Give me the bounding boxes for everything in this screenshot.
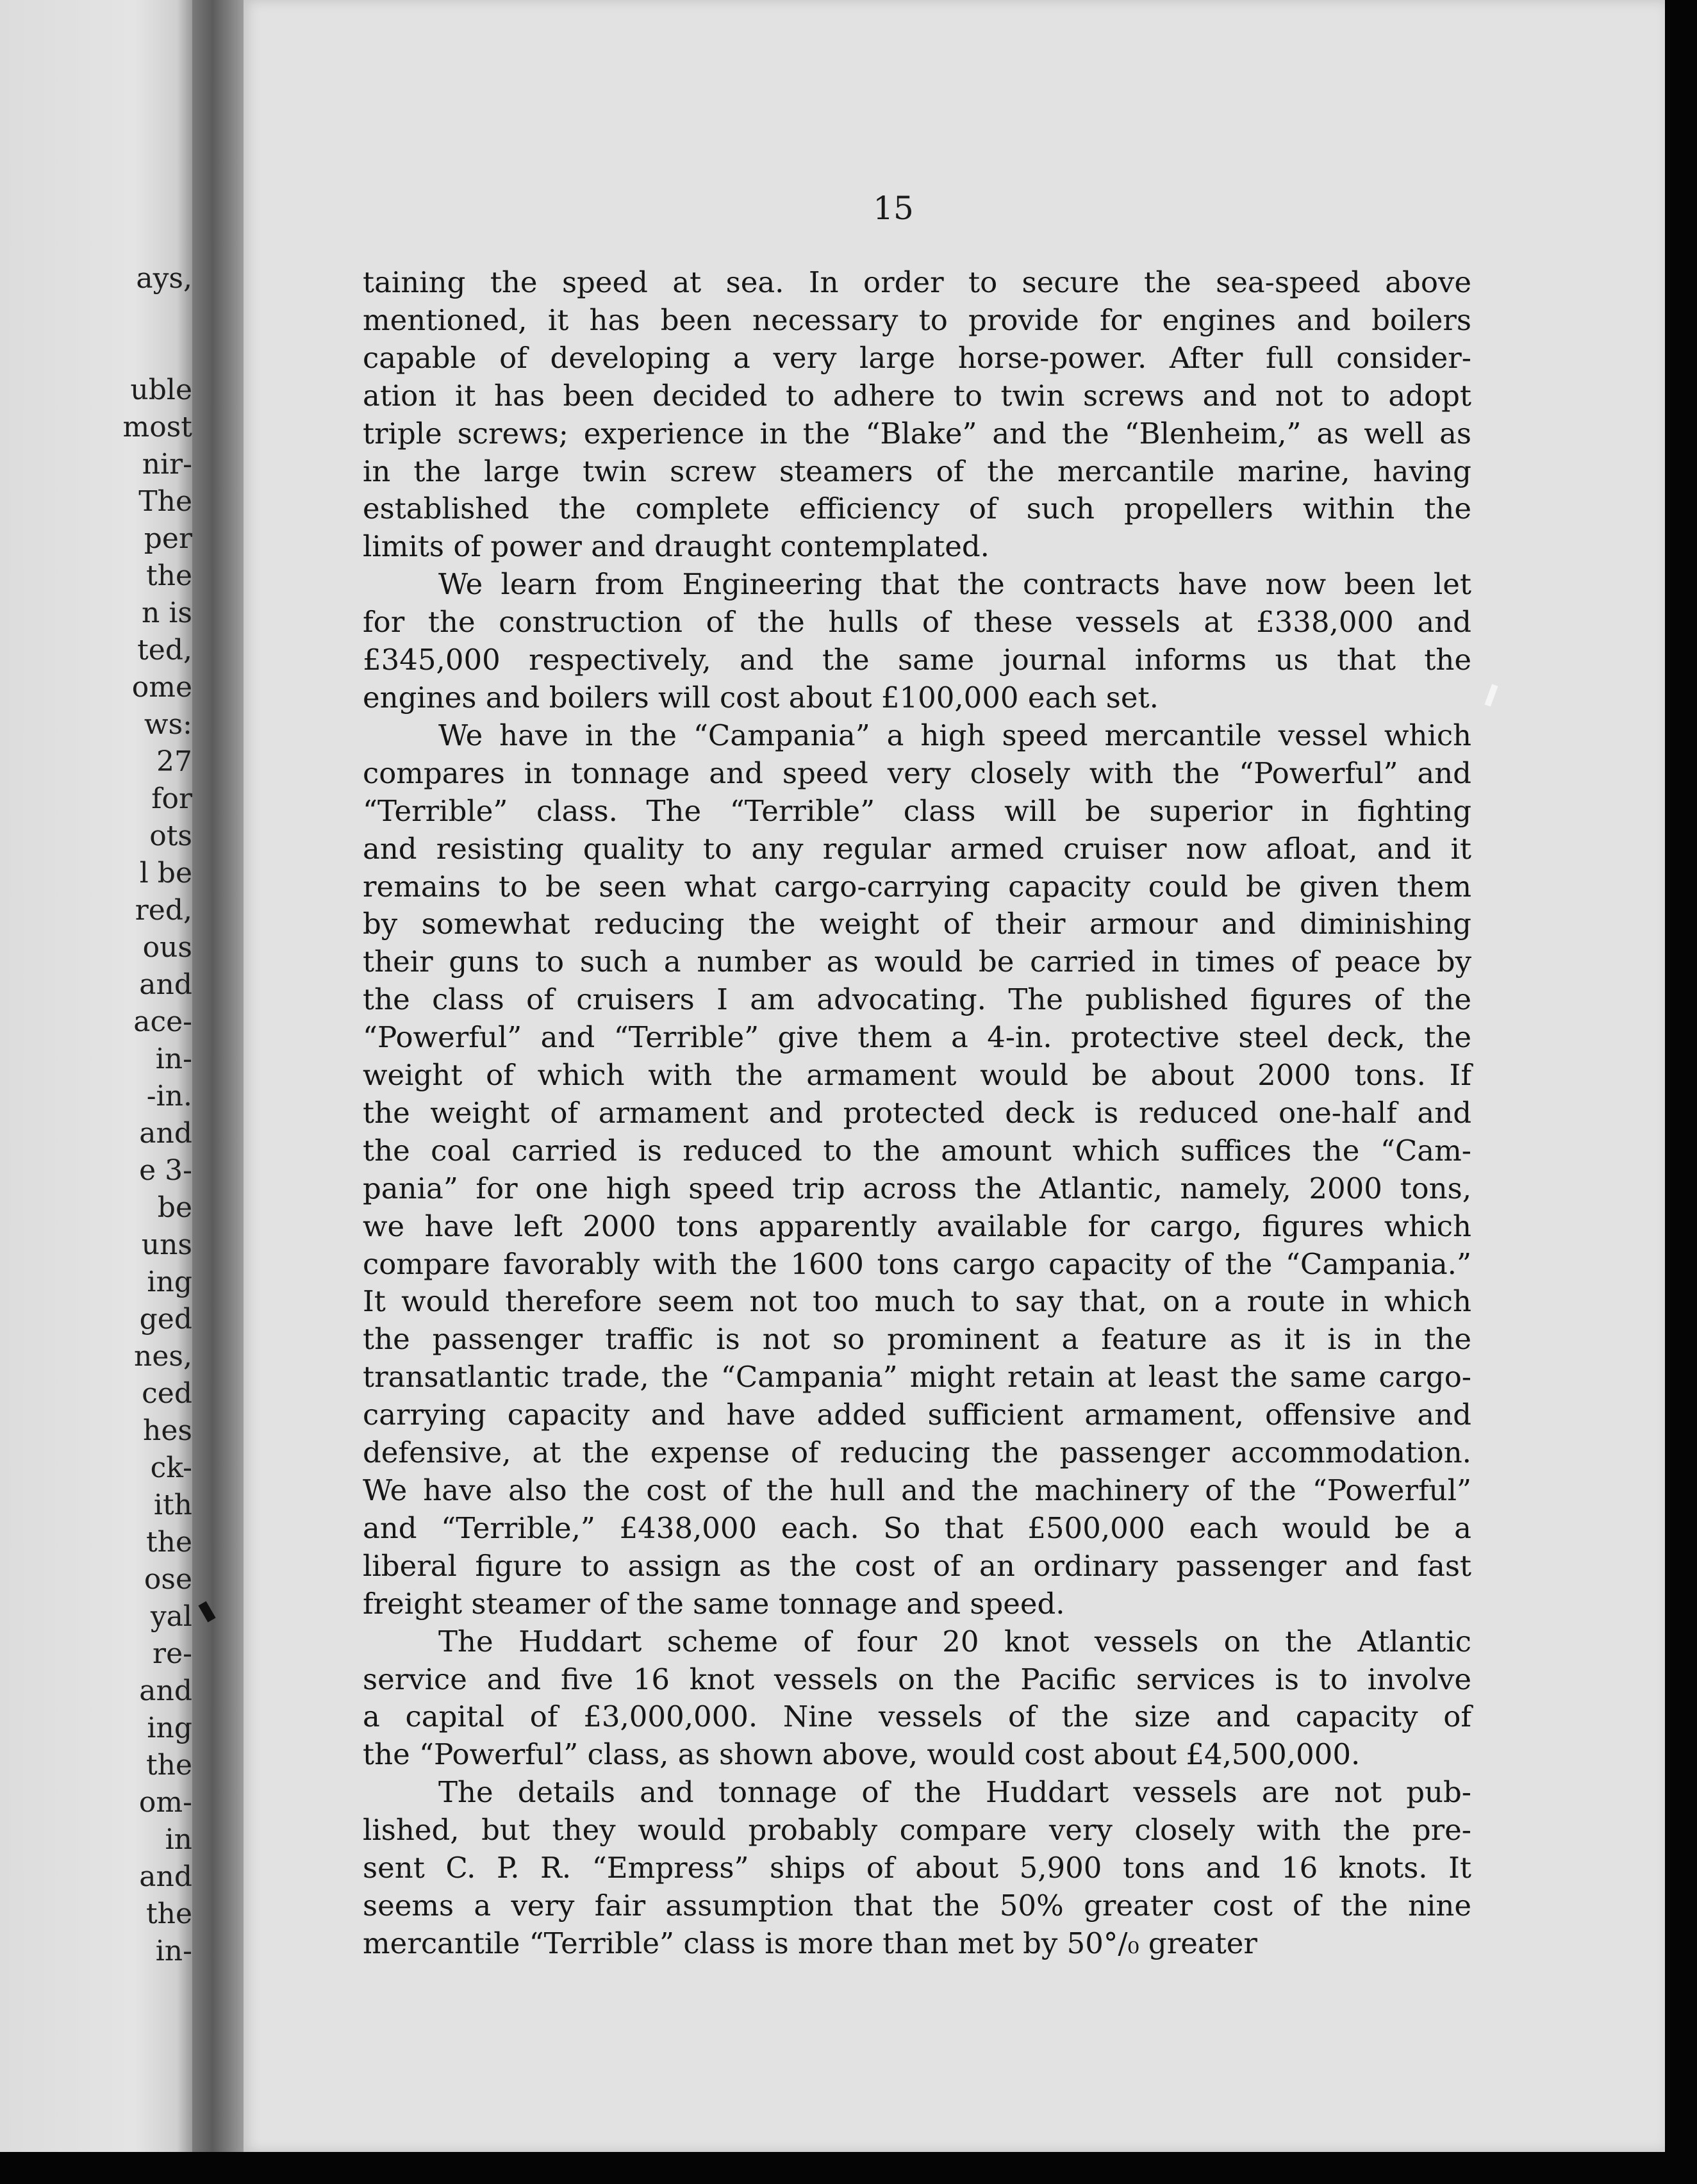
facing-page-fragment: in- bbox=[155, 1935, 192, 1967]
facing-page-fragment: ome bbox=[131, 671, 192, 704]
facing-page-fragment: ged bbox=[139, 1303, 192, 1336]
text-line: We learn from Engineering that the contracts have now been let bbox=[438, 567, 1471, 602]
body-text bbox=[363, 264, 1471, 1963]
facing-page bbox=[0, 0, 192, 2152]
text-line: transatlantic trade, the “Campania” might retain at least the same cargo- bbox=[363, 1360, 1471, 1394]
text-line: in the large twin screw steamers of the mercantile marine, having bbox=[363, 454, 1471, 488]
text-line: engines and boilers will cost about £100,000 each set. bbox=[363, 680, 1159, 715]
facing-page-fragment: ith bbox=[153, 1489, 192, 1521]
text-line: lished, but they would probably compare very closely with the pre- bbox=[363, 1813, 1471, 1848]
facing-page-fragment: ous bbox=[142, 931, 192, 964]
facing-page-fragment: yal bbox=[150, 1600, 192, 1633]
facing-page-fragment: per bbox=[144, 522, 192, 555]
text-line: remains to be seen what cargo-carrying capacity could be given them bbox=[363, 869, 1471, 904]
facing-page-fragment: -in. bbox=[146, 1080, 192, 1113]
text-line: We have also the cost of the hull and the machinery of the “Powerful” bbox=[363, 1473, 1471, 1507]
facing-page-fragment: nes, bbox=[134, 1340, 192, 1373]
text-line: pania” for one high speed trip across the Atlantic, namely, 2000 tons, bbox=[363, 1171, 1471, 1205]
text-line: “Powerful” and “Terrible” give them a 4-in. protective steel deck, the bbox=[363, 1020, 1471, 1055]
facing-page-fragment: most bbox=[122, 411, 192, 443]
facing-page-fragment: om- bbox=[138, 1786, 192, 1819]
facing-page-fragment: the bbox=[145, 1526, 192, 1559]
text-line: the “Powerful” class, as shown above, would cost about £4,500,000. bbox=[363, 1737, 1361, 1772]
facing-page-fragment: ots bbox=[149, 820, 192, 852]
text-line: the passenger traffic is not so prominent a feature as it is in the bbox=[363, 1322, 1471, 1357]
paragraph bbox=[363, 1623, 1471, 1774]
text-line: mercantile “Terrible” class is more than met by 50°/₀ greater bbox=[363, 1926, 1257, 1960]
text-line: The details and tonnage of the Huddart vessels are not pub- bbox=[438, 1775, 1471, 1810]
facing-page-fragment: and bbox=[139, 1860, 192, 1893]
facing-page-fragment: The bbox=[138, 485, 192, 518]
facing-page-fragment: and bbox=[139, 968, 192, 1001]
facing-page-fragment: uns bbox=[141, 1228, 192, 1261]
facing-page-fragment: and bbox=[139, 1675, 192, 1707]
facing-page-fragment: the bbox=[145, 1898, 192, 1930]
text-line: established the complete efficiency of such propellers within the bbox=[363, 492, 1471, 526]
paragraph bbox=[363, 1774, 1471, 1963]
text-line: their guns to such a number as would be carried in times of peace by bbox=[363, 945, 1471, 979]
text-line: by somewhat reducing the weight of their armour and diminishing bbox=[363, 907, 1471, 941]
paragraph bbox=[363, 566, 1471, 717]
facing-page-fragment: n is bbox=[142, 597, 192, 629]
text-line: carrying capacity and have added sufficient armament, offensive and bbox=[363, 1398, 1471, 1432]
book-gutter bbox=[192, 0, 244, 2152]
text-line: weight of which with the armament would be about 2000 tons. If bbox=[363, 1058, 1471, 1093]
text-line: the weight of armament and protected deck is reduced one-half and bbox=[363, 1095, 1471, 1130]
facing-page-fragment: the bbox=[145, 1749, 192, 1782]
facing-page-fragment: ace- bbox=[133, 1005, 192, 1038]
facing-page-fragment bbox=[0, 335, 192, 372]
text-line: triple screws; experience in the “Blake” and the “Blenheim,” as well as bbox=[363, 416, 1471, 451]
text-line: sent C. P. R. “Empress” ships of about 5,900 tons and 16 knots. It bbox=[363, 1851, 1471, 1885]
text-line: mentioned, it has been necessary to provide for engines and boilers bbox=[363, 302, 1471, 337]
text-line: the coal carried is reduced to the amount which suffices the “Cam- bbox=[363, 1133, 1471, 1168]
facing-page-fragment: nir- bbox=[142, 448, 192, 481]
text-line: ation it has been decided to adhere to twin screws and not to adopt bbox=[363, 378, 1471, 413]
facing-page-fragment: ted, bbox=[137, 634, 192, 666]
text-line: liberal figure to assign as the cost of an ordinary passenger and fast bbox=[363, 1548, 1471, 1583]
facing-page-fragment: ays, bbox=[136, 262, 192, 295]
text-line: we have left 2000 tons apparently available for cargo, figures which bbox=[363, 1209, 1471, 1243]
text-line: and “Terrible,” £438,000 each. So that £500,000 each would be a bbox=[363, 1510, 1471, 1545]
facing-page-fragment: in- bbox=[155, 1043, 192, 1075]
facing-page-fragment: the bbox=[145, 559, 192, 592]
facing-page-fragment: ced bbox=[142, 1377, 192, 1410]
facing-page-fragment: ing bbox=[147, 1266, 192, 1298]
facing-page-fragment: hes bbox=[143, 1414, 192, 1447]
facing-page-fragment: ws: bbox=[144, 708, 192, 741]
facing-page-fragment: in bbox=[165, 1823, 192, 1856]
text-line: service and five 16 knot vessels on the Pacific services is to involve bbox=[363, 1662, 1471, 1696]
text-line: seems a very fair assumption that the 50% greater cost of the nine bbox=[363, 1888, 1471, 1923]
facing-page-fragment: ing bbox=[147, 1712, 192, 1744]
facing-page-fragment: re- bbox=[153, 1637, 192, 1670]
text-line: defensive, at the expense of reducing the passenger accommodation. bbox=[363, 1435, 1471, 1470]
facing-page-fragment: be bbox=[157, 1191, 192, 1224]
facing-page-fragment: ck- bbox=[150, 1452, 192, 1484]
text-line: freight steamer of the same tonnage and speed. bbox=[363, 1586, 1065, 1621]
text-line: It would therefore seem not too much to say that, on a route in which bbox=[363, 1284, 1471, 1319]
text-line: capable of developing a very large horse-power. After full consider- bbox=[363, 340, 1471, 375]
text-line: We have in the “Campania” a high speed mercantile vessel which bbox=[438, 718, 1471, 752]
text-line: The Huddart scheme of four 20 knot vessels on the Atlantic bbox=[438, 1624, 1471, 1659]
text-line: taining the speed at sea. In order to secure the sea-speed above bbox=[363, 265, 1471, 299]
text-line: for the construction of the hulls of these vessels at £338,000 and bbox=[363, 605, 1471, 640]
facing-page-fragment: ose bbox=[144, 1563, 192, 1596]
text-line: £345,000 respectively, and the same journal informs us that the bbox=[363, 643, 1471, 677]
text-line: limits of power and draught contemplated. bbox=[363, 529, 989, 564]
facing-page-fragment: 27 bbox=[156, 745, 192, 778]
text-line: compares in tonnage and speed very closely with the “Powerful” and bbox=[363, 756, 1471, 790]
text-line: the class of cruisers I am advocating. The published figures of the bbox=[363, 982, 1471, 1017]
paragraph bbox=[363, 717, 1471, 1623]
facing-page-fragment: red, bbox=[135, 894, 192, 927]
text-line: “Terrible” class. The “Terrible” class will be superior in fighting bbox=[363, 793, 1471, 828]
text-line: a capital of £3,000,000. Nine vessels of the size and capacity of bbox=[363, 1700, 1471, 1734]
text-line: compare favorably with the 1600 tons cargo capacity of the “Campania.” bbox=[363, 1246, 1471, 1281]
paragraph bbox=[363, 264, 1471, 566]
facing-page-fragment: e 3- bbox=[139, 1154, 192, 1187]
facing-page-fragment: uble bbox=[130, 374, 192, 406]
text-line: and resisting quality to any regular armed cruiser now afloat, and it bbox=[363, 831, 1471, 866]
facing-page-fragment: for bbox=[151, 782, 192, 815]
facing-page-fragment: and bbox=[139, 1117, 192, 1150]
facing-page-fragment: l be bbox=[139, 857, 192, 889]
page-number: 15 bbox=[873, 190, 914, 227]
